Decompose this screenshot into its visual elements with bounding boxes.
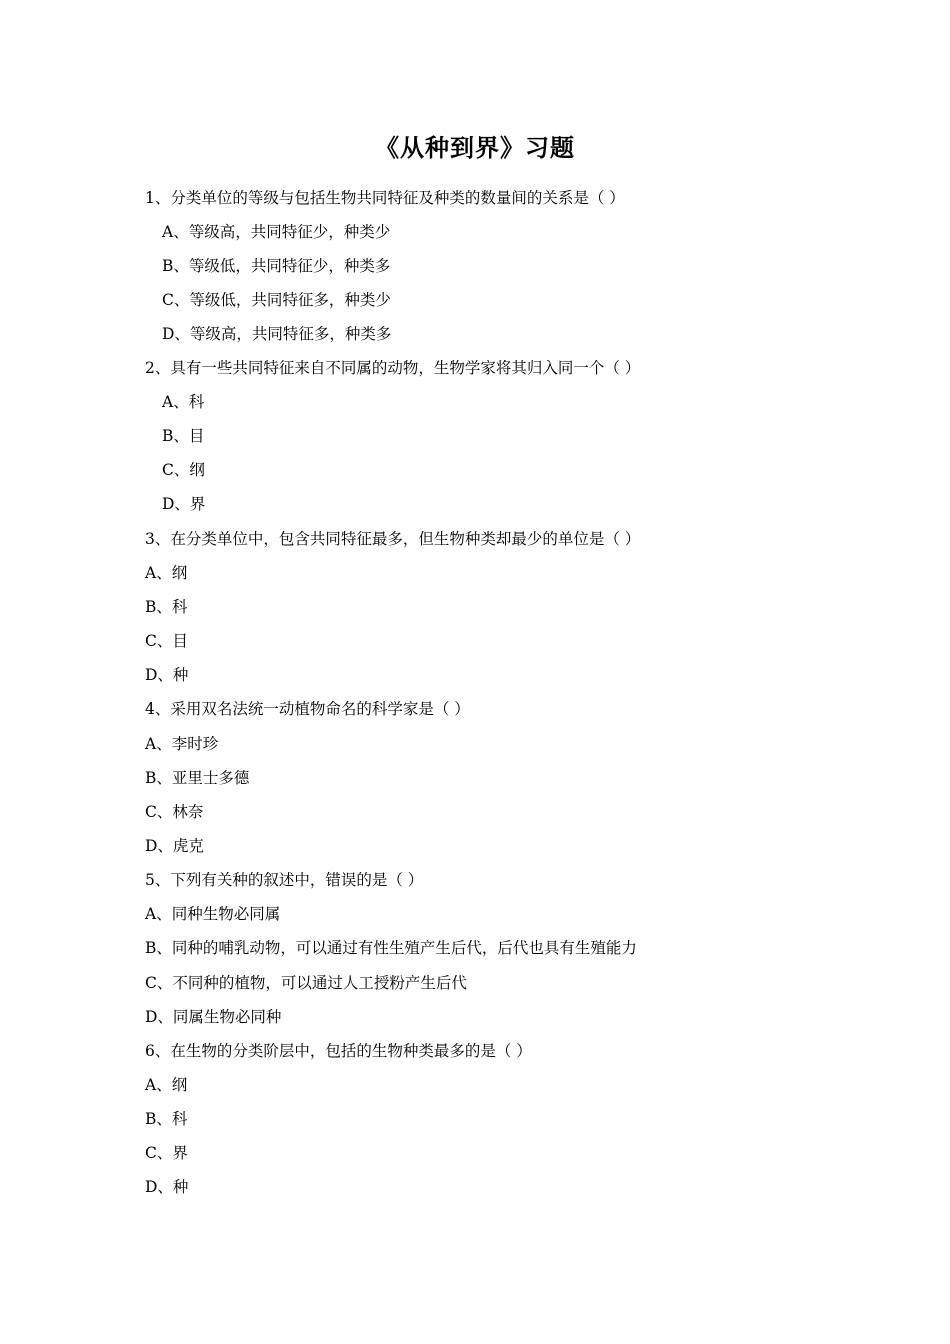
question-stem: 6、在生物的分类阶层中，包括的生物种类最多的是（ ）: [145, 1042, 532, 1060]
question-option: B、科: [145, 1110, 188, 1128]
question-option: C、林奈: [145, 803, 204, 821]
question-option: B、目: [162, 427, 205, 445]
question-option: B、科: [145, 598, 188, 616]
question-option: D、同属生物必同种: [145, 1008, 282, 1026]
question-stem: 4、采用双名法统一动植物命名的科学家是（ ）: [145, 700, 470, 718]
question-option: A、等级高，共同特征少，种类少: [162, 223, 391, 241]
question-option: B、同种的哺乳动物，可以通过有性生殖产生后代，后代也具有生殖能力: [145, 939, 637, 957]
question-option: A、纲: [145, 564, 188, 582]
question-option: D、等级高，共同特征多，种类多: [162, 325, 392, 343]
question-stem: 1、分类单位的等级与包括生物共同特征及种类的数量间的关系是（ ）: [145, 189, 625, 207]
question-option: C、不同种的植物，可以通过人工授粉产生后代: [145, 974, 467, 992]
question-option: D、种: [145, 666, 189, 684]
question-option: A、纲: [145, 1076, 188, 1094]
question-stem: 5、下列有关种的叙述中，错误的是（ ）: [145, 871, 424, 889]
question-option: B、等级低，共同特征少，种类多: [162, 257, 391, 275]
question-option: C、界: [145, 1144, 188, 1162]
question-stem: 2、具有一些共同特征来自不同属的动物，生物学家将其归入同一个（ ）: [145, 359, 641, 377]
question-option: A、科: [162, 393, 205, 411]
question-option: A、李时珍: [145, 735, 219, 753]
question-option: A、同种生物必同属: [145, 905, 281, 923]
question-option: B、亚里士多德: [145, 769, 250, 787]
question-option: D、界: [162, 495, 206, 513]
page-title: 《从种到界》习题: [375, 133, 575, 162]
question-option: C、目: [145, 632, 188, 650]
question-option: D、种: [145, 1178, 189, 1196]
question-option: C、等级低，共同特征多，种类少: [162, 291, 391, 309]
question-option: D、虎克: [145, 837, 204, 855]
question-option: C、纲: [162, 461, 205, 479]
question-stem: 3、在分类单位中，包含共同特征最多，但生物种类却最少的单位是（ ）: [145, 530, 641, 548]
